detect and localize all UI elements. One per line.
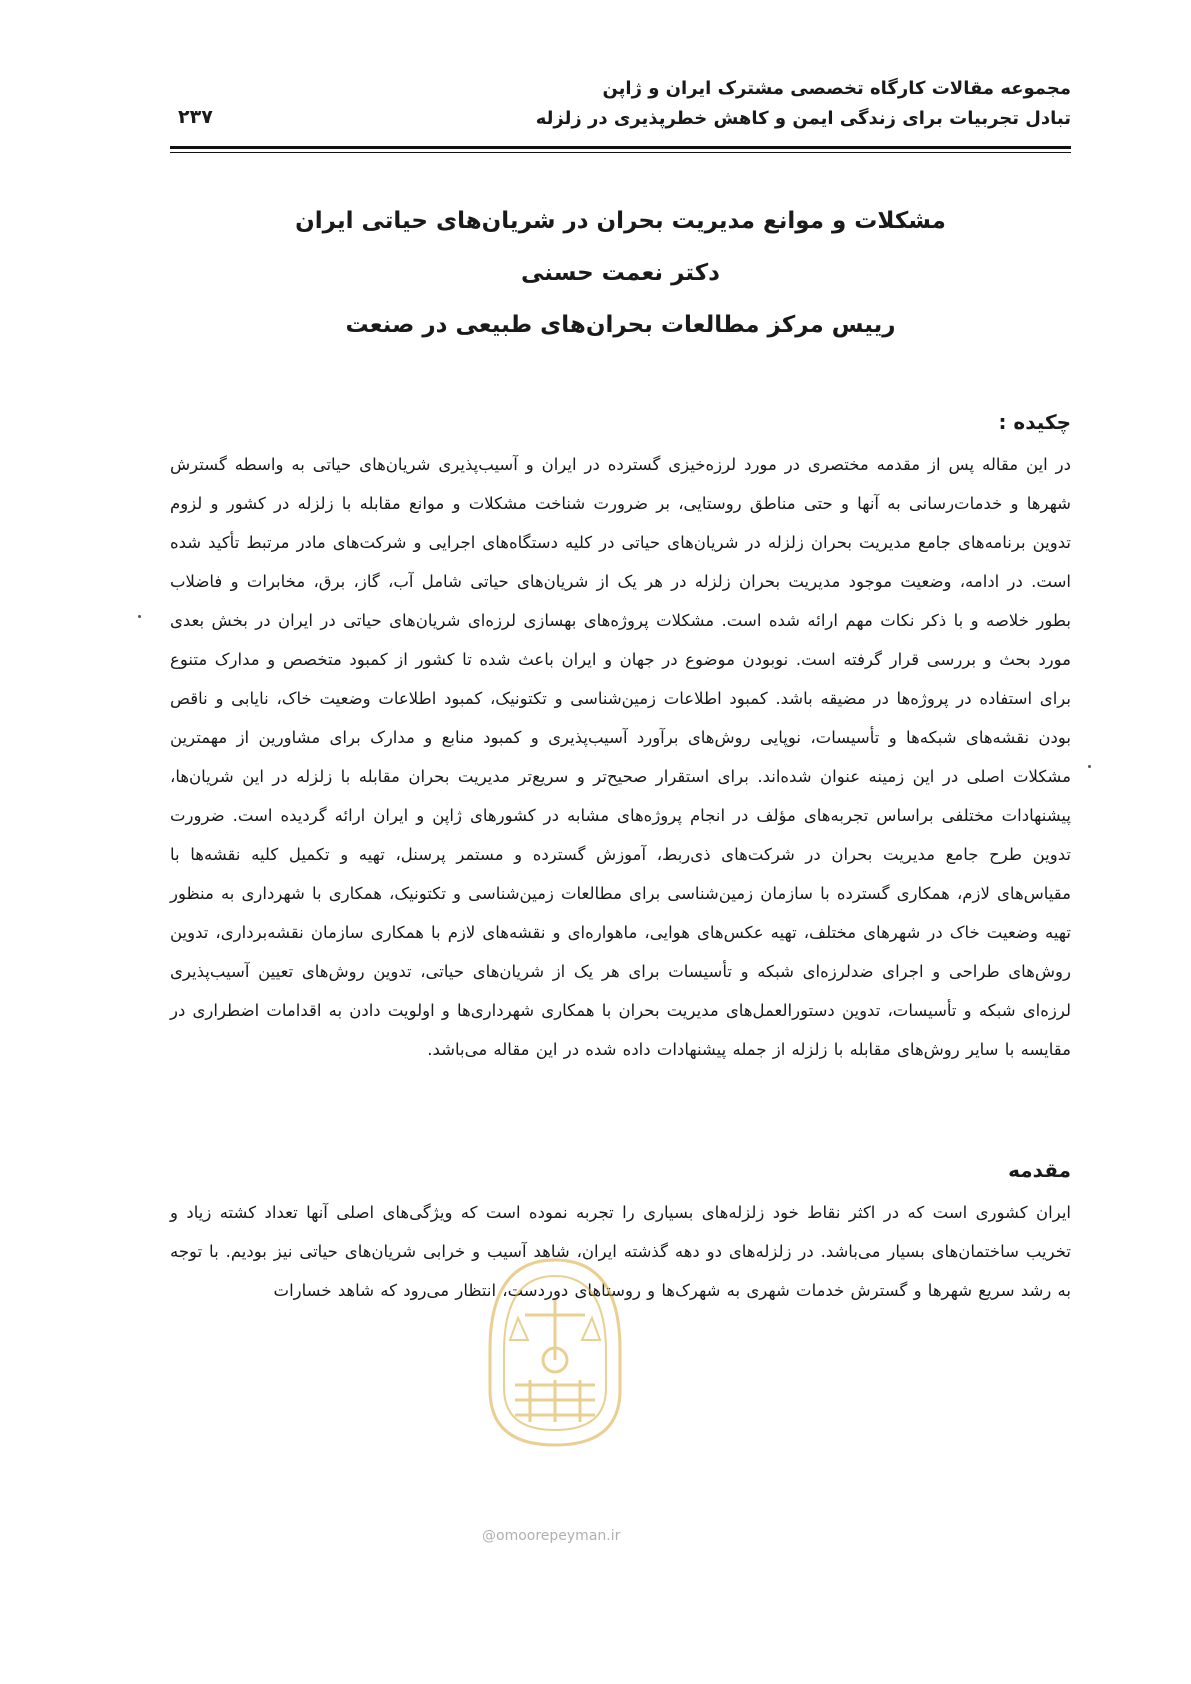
header-rule-thick [170,146,1071,149]
introduction-heading: مقدمه [1008,1158,1071,1182]
scan-speck [1088,765,1091,768]
title-block [170,195,1071,351]
article-title: مشکلات و موانع مدیریت بحران در شریان‌های حیاتی ایران [295,208,946,234]
scales-of-justice-seal-icon [470,1240,640,1455]
scan-speck [138,615,141,618]
proceedings-title: مجموعه مقالات کارگاه تخصصی مشترک ایران و ژاپن [602,78,1071,99]
abstract-heading: چکیده : [998,410,1071,434]
page-number: ۲۳۷ [178,106,213,128]
watermark-url: @omoorepeyman.ir [482,1528,621,1544]
author-name: دکتر نعمت حسنی [521,260,720,286]
header-titles [536,74,1071,134]
introduction-text: ایران کشوری است که در اکثر نقاط خود زلزله‌های بسیاری را تجربه نموده است که ویژگی‌های اصلی آنها تعداد کشته زیاد و تخریب ساختمان‌های بسیار می‌باشد. در زلزله‌های دو دهه گذشته ایران، شاهد آسیب و خرابی شریان‌های حیاتی نیز بودیم. با توجه به رشد سریع شهرها و گسترش خدمات شهری به شهرک‌ها و روستاهای دوردست، انتظار می‌رود که شاهد خسارات [170,1203,1071,1300]
header-rule-thin [170,152,1071,153]
workshop-subtitle: تبادل تجربیات برای زندگی ایمن و کاهش خطرپذیری در زلزله [535,108,1071,129]
author-affiliation: رییس مرکز مطالعات بحران‌های طبیعی در صنعت [345,312,896,338]
abstract-text: در این مقاله پس از مقدمه مختصری در مورد لرزه‌خیزی گسترده در ایران و آسیب‌پذیری شریان‌های حیاتی به واسطه گسترش شهرها و خدمات‌رسانی به آنها و حتی مناطق روستایی، بر ضرورت شناخت مشکلات و موانع مقابله با زلزله در کشور و لزوم تدوین برنامه‌های جامع مدیریت بحران زلزله در شریان‌های حیاتی در کلیه دستگاه‌های اجرایی و شرکت‌های مادر مرتبط تأکید شده است. در ادامه، وضعیت موجود مدیریت بحران زلزله در هر یک از شریان‌های حیاتی شامل آب، گاز، برق، مخابرات و فاضلاب بطور خلاصه و با ذکر نکات مهم ارائه شده است. مشکلات پروژه‌های بهسازی لرزه‌ای شریان‌های حیاتی در ایران در بخش بعدی مورد بحث و بررسی قرار گرفته است. نوبودن موضوع در جهان و ایران باعث شده تا کشور از کمبود متخصص و مدارک متنوع برای استفاده در پروژه‌ها در مضیقه باشد. کمبود اطلاعات زمین‌شناسی و تکتونیک، کمبود اطلاعات وضعیت خاک، نایابی و ناقص بودن نقشه‌های شبکه‌ها و تأسیسات، نوپایی روش‌های برآورد آسیب‌پذیری و کمبود منابع و مدارک برای مشاورین از مهمترین مشکلات اصلی در این زمینه عنوان شده‌اند. برای استقرار صحیح‌تر و سریع‌تر مدیریت بحران مقابله با زلزله در این شریان‌ها، پیشنهادات مختلفی براساس تجربه‌های مؤلف در انجام پروژه‌های مشابه در کشورهای ژاپن و ایران ارائه گردیده است. ضرورت تدوین طرح جامع مدیریت بحران در شرکت‌های ذی‌ربط، آموزش گسترده و مستمر پرسنل، تهیه و تکمیل کلیه نقشه‌ها با مقیاس‌های لازم، همکاری گسترده با سازمان زمین‌شناسی برای مطالعات زمین‌شناسی و تکتونیک، همکاری با شهرداری به منظور تهیه وضعیت خاک در شهرهای مختلف، تهیه عکس‌های هوایی، ماهواره‌ای و نقشه‌های لازم با همکاری سازمان نقشه‌برداری، تدوین روش‌های طراحی و اجرای ضدلرزه‌ای شبکه و تأسیسات برای هر یک از شریان‌های حیاتی، تدوین روش‌های تعیین آسیب‌پذیری لرزه‌ای شبکه و تأسیسات، تدوین دستورالعمل‌های مدیریت بحران با همکاری شهرداری‌ها و اولویت دادن به اقدامات اضطراری در مقایسه با سایر روش‌های مقابله با زلزله از جمله پیشنهادات داده شده در این مقاله می‌باشد. [170,455,1071,1059]
page-header [170,74,1071,146]
